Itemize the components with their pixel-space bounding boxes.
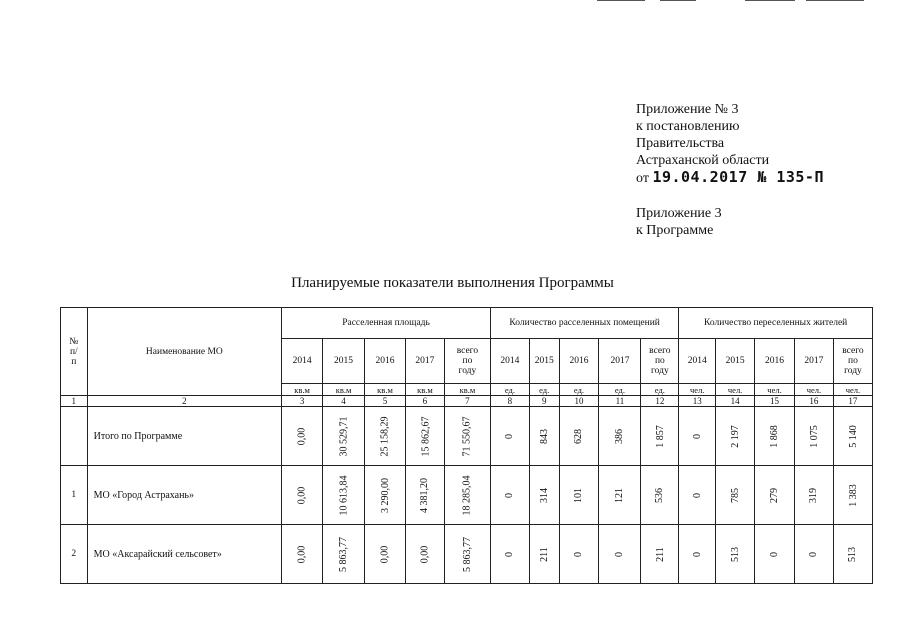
- header-line-4: Астраханской области: [636, 153, 770, 168]
- row-value: [490, 525, 529, 584]
- value-text: 513: [729, 546, 741, 562]
- header-unit: чел.: [755, 384, 795, 396]
- row-value: [405, 466, 444, 525]
- row-value: [559, 466, 599, 525]
- row-value: [559, 525, 599, 584]
- row-value: [641, 525, 679, 584]
- row-value: [282, 466, 323, 525]
- scan-artifact: [806, 0, 864, 1]
- header-total-per-year: всего по году: [444, 339, 490, 384]
- value-text: 25 158,29: [379, 416, 391, 456]
- row-value: [833, 407, 872, 466]
- value-text: 279: [769, 487, 780, 503]
- row-value: [641, 407, 679, 466]
- page-title: Планируемые показатели выполнения Программы: [291, 275, 614, 291]
- value-text: 536: [654, 487, 666, 503]
- value-text: 319: [808, 487, 820, 503]
- table-row: [61, 407, 873, 466]
- row-value: [365, 466, 406, 525]
- header-year: 2016: [559, 339, 599, 384]
- row-value: [444, 525, 490, 584]
- header-total-per-year: всего по году: [833, 339, 872, 384]
- header-unit: ед.: [490, 384, 529, 396]
- value-text: 1 857: [654, 424, 666, 448]
- row-value: [490, 407, 529, 466]
- column-number: 4: [323, 396, 365, 407]
- table-row: [61, 525, 873, 584]
- row-value: [405, 407, 444, 466]
- row-value: [323, 525, 365, 584]
- header-unit: кв.м: [365, 384, 406, 396]
- header-total-per-year: всего по году: [641, 339, 679, 384]
- value-text: 0: [614, 551, 626, 557]
- row-value: [490, 466, 529, 525]
- value-text: 785: [729, 487, 741, 503]
- row-value: [755, 525, 795, 584]
- scan-artifact: [597, 0, 645, 1]
- value-text: 0: [691, 551, 703, 557]
- header-unit: ед.: [641, 384, 679, 396]
- value-text: 0,00: [296, 545, 308, 563]
- header-unit: ед.: [559, 384, 599, 396]
- value-text: 10 613,84: [338, 475, 350, 515]
- row-value: [365, 525, 406, 584]
- value-text: 0: [691, 433, 703, 439]
- value-text: 314: [538, 487, 550, 503]
- row-value: [282, 407, 323, 466]
- column-number: 14: [716, 396, 755, 407]
- row-mo-name: МО «Город Астрахань»: [87, 466, 282, 525]
- value-text: 4 381,20: [419, 477, 431, 513]
- decree-date-line: [636, 169, 824, 187]
- value-text: 0: [769, 551, 780, 557]
- column-number: 12: [641, 396, 679, 407]
- row-value: [365, 407, 406, 466]
- value-text: 1 383: [847, 483, 859, 507]
- value-text: 18 285,04: [461, 475, 473, 515]
- row-value: [323, 407, 365, 466]
- row-value: [794, 525, 833, 584]
- value-text: 211: [654, 546, 666, 562]
- header-line-1: Приложение № 3: [636, 102, 739, 117]
- header-number: № п/ п: [61, 308, 88, 396]
- row-value: [444, 407, 490, 466]
- header-year: 2016: [365, 339, 406, 384]
- value-text: 0,00: [296, 486, 308, 504]
- value-text: 5 863,77: [338, 536, 350, 572]
- row-value: [679, 525, 716, 584]
- column-number: 3: [282, 396, 323, 407]
- row-value: [833, 466, 872, 525]
- value-text: 0: [504, 551, 516, 557]
- decree-prefix: от: [636, 171, 649, 186]
- header-year: 2017: [794, 339, 833, 384]
- row-value: [794, 407, 833, 466]
- row-value: [282, 525, 323, 584]
- value-text: 0: [573, 551, 585, 557]
- value-text: 30 529,71: [338, 416, 350, 456]
- row-value: [755, 466, 795, 525]
- header-year: 2014: [282, 339, 323, 384]
- header-year: 2015: [323, 339, 365, 384]
- value-text: 0: [504, 433, 516, 439]
- value-text: 0: [808, 551, 820, 557]
- header-unit: чел.: [833, 384, 872, 396]
- header-mo-name: Наименование МО: [87, 308, 282, 396]
- row-value: [599, 407, 641, 466]
- row-value: [529, 407, 559, 466]
- row-value: [716, 407, 755, 466]
- row-value: [444, 466, 490, 525]
- row-value: [716, 466, 755, 525]
- column-number: 5: [365, 396, 406, 407]
- header-unit: чел.: [716, 384, 755, 396]
- value-text: 0,00: [379, 545, 391, 563]
- column-number: 16: [794, 396, 833, 407]
- row-value: [641, 466, 679, 525]
- header-unit: чел.: [794, 384, 833, 396]
- program-appendix-line-1: Приложение 3: [636, 206, 722, 221]
- header-unit: ед.: [599, 384, 641, 396]
- column-number: 7: [444, 396, 490, 407]
- row-value: [599, 466, 641, 525]
- value-text: 5 140: [847, 424, 859, 448]
- row-value: [529, 466, 559, 525]
- row-value: [679, 407, 716, 466]
- value-text: 2 197: [729, 424, 741, 448]
- value-text: 513: [847, 546, 859, 562]
- header-unit: кв.м: [444, 384, 490, 396]
- value-text: 101: [573, 487, 585, 503]
- header-unit: ед.: [529, 384, 559, 396]
- value-text: 0: [691, 492, 703, 498]
- header-year: 2017: [599, 339, 641, 384]
- table-row: [61, 466, 873, 525]
- header-year: 2015: [529, 339, 559, 384]
- row-number: 1: [61, 466, 88, 525]
- scan-artifact: [745, 0, 795, 1]
- value-text: 0,00: [419, 545, 431, 563]
- row-value: [529, 525, 559, 584]
- header-group-residents: Количество переселенных жителей: [679, 308, 873, 339]
- value-text: 5 863,77: [461, 536, 473, 572]
- header-unit: чел.: [679, 384, 716, 396]
- value-text: 3 290,00: [379, 477, 391, 513]
- decree-stamp: 19.04.2017 № 135-П: [652, 168, 824, 186]
- row-value: [716, 525, 755, 584]
- column-number: 15: [755, 396, 795, 407]
- header-year: 2016: [755, 339, 795, 384]
- value-text: 0,00: [296, 427, 308, 445]
- header-year: 2014: [490, 339, 529, 384]
- appendix-header: [636, 101, 824, 239]
- program-appendix-line-2: к Программе: [636, 223, 714, 238]
- column-number: 8: [490, 396, 529, 407]
- row-number: 2: [61, 525, 88, 584]
- header-group-area: Расселенная площадь: [282, 308, 491, 339]
- header-line-2: к постановлению: [636, 119, 740, 134]
- row-mo-name: Итого по Программе: [87, 407, 282, 466]
- header-year: 2014: [679, 339, 716, 384]
- header-unit: кв.м: [323, 384, 365, 396]
- column-number: 13: [679, 396, 716, 407]
- header-year: 2015: [716, 339, 755, 384]
- value-text: 71 550,67: [461, 416, 473, 456]
- value-text: 121: [614, 487, 626, 503]
- header-unit: кв.м: [405, 384, 444, 396]
- row-number: [61, 407, 88, 466]
- column-number: 6: [405, 396, 444, 407]
- value-text: 1 075: [808, 424, 820, 448]
- value-text: 386: [614, 428, 626, 444]
- row-value: [755, 407, 795, 466]
- indicators-table: [60, 307, 873, 584]
- column-number: 11: [599, 396, 641, 407]
- column-number: 2: [87, 396, 282, 407]
- value-text: 628: [573, 428, 585, 444]
- value-text: 1 868: [769, 424, 780, 448]
- header-line-3: Правительства: [636, 136, 725, 151]
- row-value: [679, 466, 716, 525]
- header-unit: кв.м: [282, 384, 323, 396]
- row-value: [323, 466, 365, 525]
- header-group-premises: Количество расселенных помещений: [490, 308, 678, 339]
- column-number: 10: [559, 396, 599, 407]
- header-year: 2017: [405, 339, 444, 384]
- row-value: [794, 466, 833, 525]
- row-value: [559, 407, 599, 466]
- value-text: 0: [504, 492, 516, 498]
- value-text: 211: [538, 546, 550, 562]
- column-number: 1: [61, 396, 88, 407]
- row-value: [599, 525, 641, 584]
- column-number: 9: [529, 396, 559, 407]
- value-text: 843: [538, 428, 550, 444]
- scan-artifact: [660, 0, 696, 1]
- column-number: 17: [833, 396, 872, 407]
- row-mo-name: МО «Аксарайский сельсовет»: [87, 525, 282, 584]
- value-text: 15 862,67: [420, 416, 432, 456]
- row-value: [833, 525, 872, 584]
- row-value: [405, 525, 444, 584]
